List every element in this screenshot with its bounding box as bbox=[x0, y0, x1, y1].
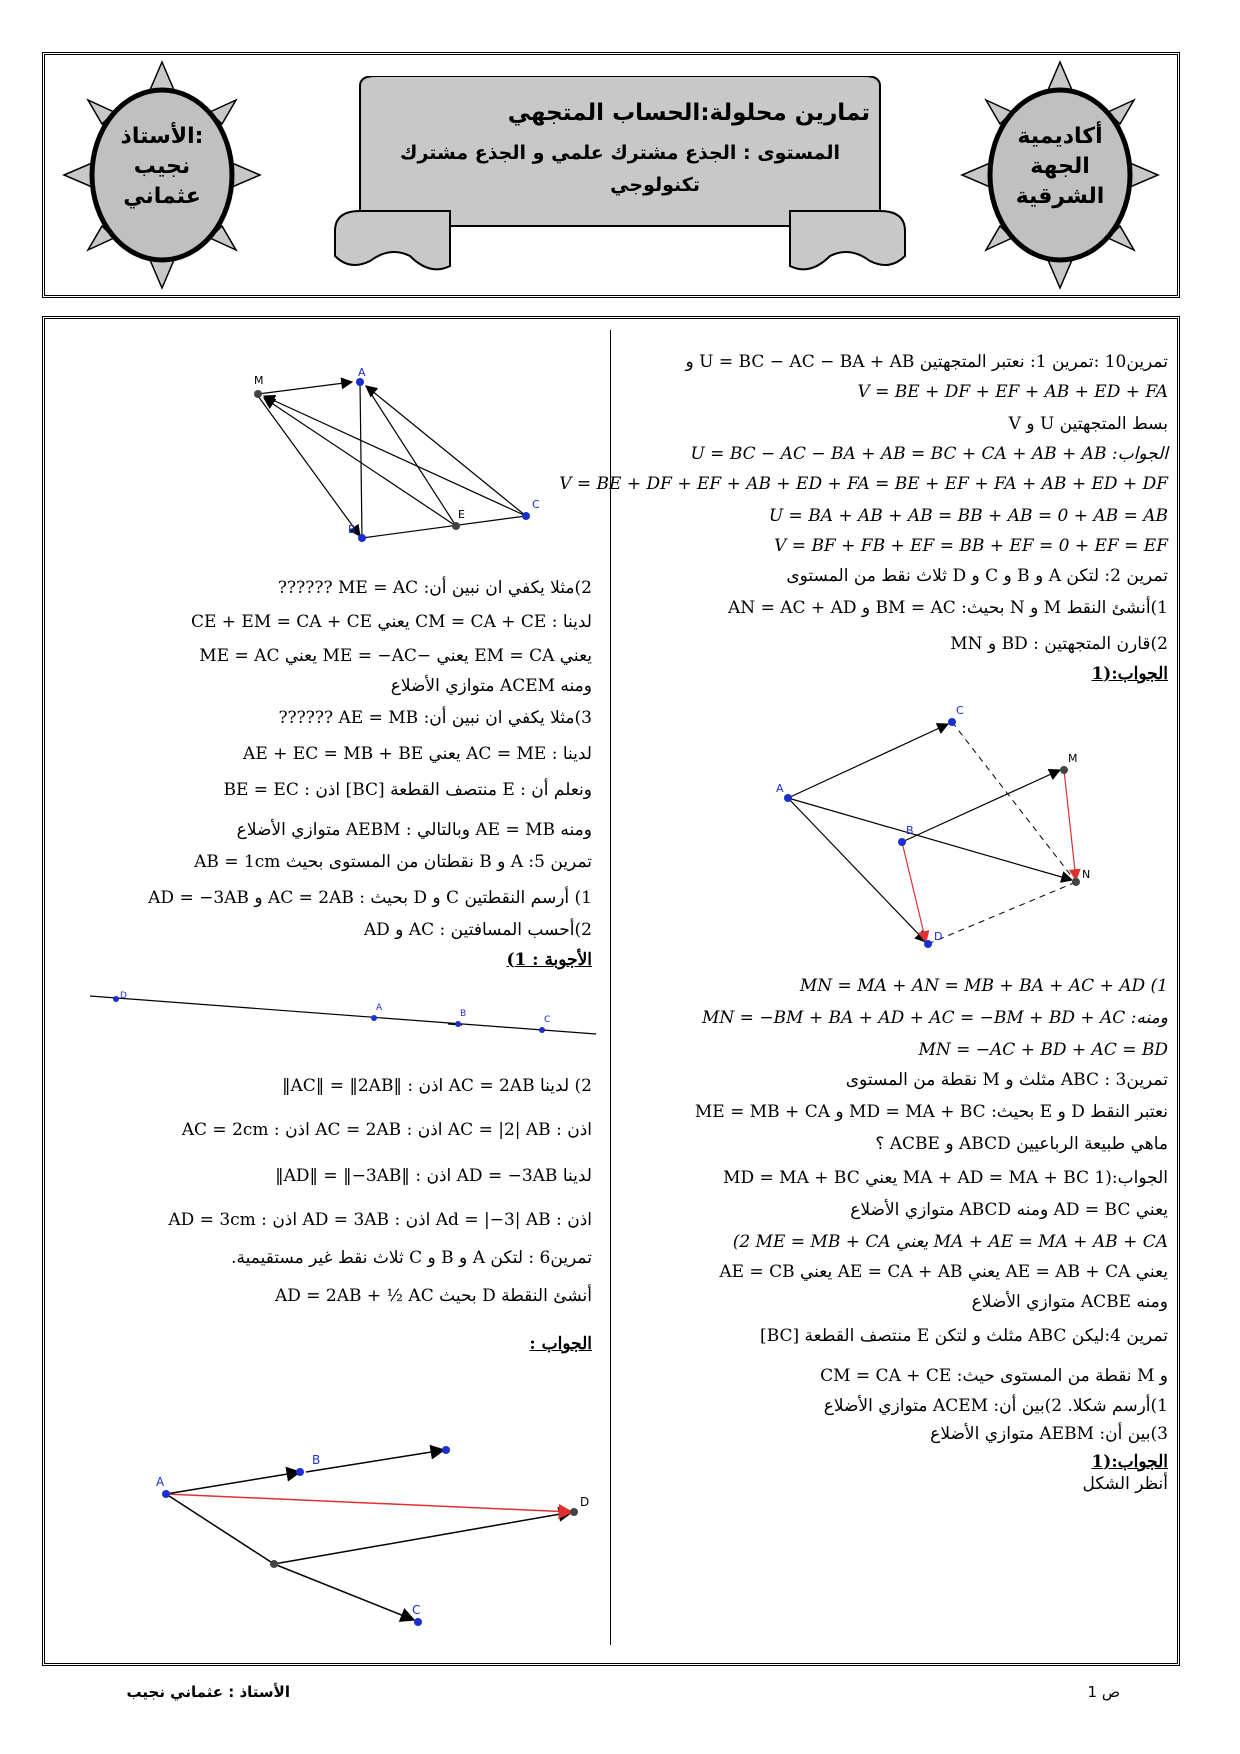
ex4-q3-conclusion: ومنه AE = MB وبالتالي : AEBM متوازي الأضلاع bbox=[236, 820, 592, 840]
label-n: N bbox=[1082, 868, 1091, 881]
point-c bbox=[539, 1027, 545, 1033]
point-mid bbox=[270, 1560, 278, 1568]
figure-exercise-6 bbox=[150, 1400, 590, 1640]
line-ab bbox=[90, 996, 596, 1034]
segment-ea bbox=[366, 386, 456, 526]
label-m: M bbox=[1068, 752, 1078, 765]
badge-line: الشرقية bbox=[1015, 184, 1105, 209]
label-a: A bbox=[776, 782, 784, 795]
exercise-2-task-2: 2)قارن المتجهتين : BD و MN bbox=[950, 634, 1168, 654]
vector-half-ac bbox=[274, 1512, 572, 1564]
banner-subtitle: المستوى : الجذع مشترك علمي و الجذع مشترك bbox=[400, 142, 840, 164]
label-b: B bbox=[312, 1453, 321, 1467]
ex4-q3-goal: 3)مثلا يكفي ان نبين أن: AE = MB ?????? bbox=[278, 708, 592, 728]
exercise-2-answer-heading: الجواب:(1 bbox=[1091, 664, 1168, 684]
answer-u-result: U = BA + AB + AB = BB + AB = 0 + AB = AB bbox=[768, 506, 1168, 526]
segment-bc bbox=[362, 516, 526, 538]
label-b: B bbox=[348, 523, 356, 536]
footer-author: الأستاذ : عثماني نجيب bbox=[126, 1683, 290, 1701]
label-d: D bbox=[934, 930, 943, 943]
point-c bbox=[948, 718, 956, 726]
answer-v-result: V = BF + FB + EF = BB + EF = 0 + EF = EF bbox=[774, 536, 1168, 556]
figure-exercise-5 bbox=[84, 990, 604, 1040]
point-a bbox=[356, 378, 364, 386]
segment-ab bbox=[360, 382, 362, 538]
ex5-ac-step1: 2) لدينا AC = 2AB اذن : ‖AC‖ = ‖2AB‖ bbox=[282, 1076, 592, 1096]
exercise-2-statement: تمرين 2: لتكن A و B و C و D ثلاث نقط من المستوى bbox=[786, 566, 1168, 586]
exercise-3-conclusion-2: ومنه ACBE متوازي الأضلاع bbox=[971, 1292, 1168, 1312]
label-c: C bbox=[412, 1603, 421, 1617]
ex5-ad-step1: لدينا AD = −3AB اذن : ‖AD‖ = ‖−3AB‖ bbox=[275, 1166, 592, 1186]
point-b2 bbox=[442, 1446, 450, 1454]
point-a bbox=[162, 1490, 170, 1498]
label-c: C bbox=[956, 704, 964, 717]
point-b bbox=[898, 838, 906, 846]
vector-bd bbox=[902, 842, 926, 942]
badge-line: الجهة bbox=[1030, 154, 1090, 179]
point-a bbox=[371, 1015, 377, 1021]
exercise-4-task-1: 1)أرسم شكلا. 2)بين أن: ACEM متوازي الأضلاع bbox=[823, 1396, 1168, 1416]
ex4-q3-step1: لدينا : AC = ME يعني AE + EC = MB + BE bbox=[243, 744, 592, 764]
exercise-3-answer-2b: يعني AE = AB + CA يعني AE = CA + AB يعني AE = CB bbox=[719, 1262, 1168, 1282]
vector-ca bbox=[366, 386, 526, 516]
ex4-q2-conclusion: ومنه ACEM متوازي الأضلاع bbox=[390, 676, 592, 696]
dashed-dn bbox=[928, 882, 1076, 944]
exercise-3-points: نعتبر النقط D و E بحيث: MD = MA + BC و ME = MB + CA bbox=[694, 1102, 1168, 1122]
figure-exercise-2 bbox=[760, 700, 1140, 970]
point-b bbox=[296, 1468, 304, 1476]
label-c: C bbox=[544, 1015, 551, 1025]
exercise-5-task-2: 2)أحسب المسافتين : AC و AD bbox=[363, 920, 592, 940]
vector-an bbox=[788, 798, 1072, 880]
label-e: E bbox=[458, 508, 465, 521]
page-number: ص 1 bbox=[1087, 1683, 1120, 1701]
exercise-1-task: بسط المتجهتين U و V bbox=[1008, 414, 1168, 434]
exercise-4-statement: تمرين 4:ليكن ABC مثلث و لتكن E منتصف القطعة [BC] bbox=[760, 1326, 1168, 1346]
point-n bbox=[1072, 878, 1080, 886]
badge-line: الأستاذ: bbox=[120, 124, 204, 149]
vector-mn bbox=[1064, 770, 1076, 880]
banner-title: تمارين محلولة:الحساب المتجهي bbox=[507, 100, 870, 126]
ex4-q2-step1: لدينا : CM = CA + CE يعني CE + EM = CA + CE bbox=[190, 612, 592, 632]
point-b bbox=[455, 1021, 461, 1027]
exercise-3-conclusion-1: يعني AD = BC ومنه ABCD متوازي الأضلاع bbox=[850, 1200, 1168, 1220]
mn-step2: ومنه: MN = −BM + BA + AD + AC = −BM + BD + AC bbox=[701, 1008, 1168, 1028]
point-m bbox=[1060, 766, 1068, 774]
point-d bbox=[113, 996, 119, 1002]
vector-ac bbox=[788, 724, 948, 798]
label-c: C bbox=[532, 498, 540, 511]
label-d: D bbox=[580, 1495, 590, 1509]
exercise-5-task-1: 1) أرسم النقطتين C و D بحيث : AC = 2AB و AD = −3AB bbox=[148, 888, 592, 908]
exercise-4-answer-heading: الجواب:(1 bbox=[1091, 1452, 1168, 1472]
exercise-3-answer-2: (2 ME = MB + CA يعني MA + AE = MA + AB + CA bbox=[732, 1232, 1168, 1252]
point-c bbox=[414, 1618, 422, 1626]
answer-v-step1: V = BE + DF + EF + AB + ED + FA = BE + EF + FA + AB + ED + DF bbox=[559, 474, 1168, 494]
label-b: B bbox=[460, 1009, 467, 1019]
dashed-cn bbox=[952, 722, 1076, 882]
vector-ma bbox=[258, 382, 352, 394]
badge-line: عثماني bbox=[123, 184, 201, 209]
point-b bbox=[358, 534, 366, 542]
segment-a-mid bbox=[166, 1494, 274, 1564]
label-a: A bbox=[156, 1475, 165, 1489]
vector-cm bbox=[264, 396, 526, 516]
ex4-q2-goal: 2)مثلا يكفي ان نبين أن: ME = AC ?????? bbox=[277, 578, 592, 598]
exercise-6-statement: تمرين6 : لتكن A و B و C ثلاث نقط غير مستقيمية. bbox=[231, 1248, 592, 1268]
vector-v-definition: V = BE + DF + EF + AB + ED + FA bbox=[857, 382, 1168, 402]
exercise-3-statement: تمرين3 : ABC مثلث و M نقطة من المستوى bbox=[845, 1070, 1168, 1090]
exercise-4-task-3: 3)بين أن: AEBM متوازي الأضلاع bbox=[930, 1424, 1168, 1444]
ex4-q3-step2: ونعلم أن : E منتصف القطعة [BC] اذن : BE = EC bbox=[223, 780, 592, 800]
left-badge-text bbox=[92, 122, 232, 212]
exercise-5-statement: تمرين 5: A و B نقطتان من المستوى بحيث AB = 1cm bbox=[194, 852, 592, 872]
ex5-ad-result: اذن : Ad = |−3| AB اذن : AD = 3AB اذن : AD = 3cm bbox=[168, 1210, 592, 1230]
label-m: M bbox=[254, 374, 264, 387]
label-a: A bbox=[376, 1003, 383, 1013]
vector-ad bbox=[166, 1494, 572, 1512]
point-c bbox=[522, 512, 530, 520]
point-e bbox=[452, 522, 460, 530]
badge-line: نجيب bbox=[133, 154, 191, 179]
ex5-ac-result: اذن : AC = |2| AB اذن : AC = 2AB اذن : AC = 2cm bbox=[181, 1120, 592, 1140]
banner-subtitle-2: تكنولوجي bbox=[610, 174, 700, 196]
label-a: A bbox=[358, 368, 366, 379]
column-divider bbox=[610, 330, 611, 1645]
exercise-3-answer-1: الجواب:(1 MA + AD = MA + BC يعني MD = MA + BC bbox=[723, 1168, 1168, 1188]
figure-exercise-4 bbox=[250, 368, 570, 548]
badge-line: أكاديمية bbox=[1017, 124, 1103, 149]
exercise-4-point-m: و M نقطة من المستوى حيث: CM = CA + CE bbox=[820, 1366, 1168, 1386]
see-figure: أنظر الشكل bbox=[1082, 1474, 1168, 1494]
exercise-3-question: ماهي طبيعة الرباعيين ABCD و ACBE ؟ bbox=[875, 1134, 1168, 1154]
mn-step1: MN = MA + AN = MB + BA + AC + AD (1 bbox=[799, 976, 1168, 996]
answer-u-step1: الجواب: U = BC − AC − BA + AB = BC + CA + AB + AB bbox=[690, 444, 1168, 464]
point-d bbox=[924, 940, 932, 948]
vector-bb2 bbox=[306, 1450, 444, 1472]
right-badge-text bbox=[990, 122, 1130, 212]
exercise-6-task: أنشئ النقطة D بحيث AD = 2AB + ½ AC bbox=[274, 1286, 592, 1306]
exercise-6-answer-heading: الجواب : bbox=[529, 1334, 592, 1354]
exercise-5-answers-heading: الأجوبة : 1) bbox=[506, 950, 592, 970]
exercise-2-task-1: 1)أنشئ النقط M و N بحيث: BM = AC و AN = AC + AD bbox=[728, 598, 1168, 618]
point-a bbox=[784, 794, 792, 802]
ex4-q2-step2: يعني EM = CA يعني −ME = −AC يعني ME = AC bbox=[199, 646, 592, 666]
mn-result: MN = −AC + BD + AC = BD bbox=[918, 1040, 1168, 1060]
point-m bbox=[254, 390, 262, 398]
exercise-1-statement: تمرين10 :تمرين 1: نعتبر المتجهتين U = BC − AC − BA + AB و bbox=[685, 352, 1168, 372]
label-b: B bbox=[906, 824, 914, 837]
point-d bbox=[570, 1508, 578, 1516]
label-d: D bbox=[120, 991, 127, 1001]
vector-ac bbox=[274, 1564, 414, 1620]
vector-ad bbox=[788, 798, 926, 942]
vector-ab bbox=[166, 1472, 300, 1494]
